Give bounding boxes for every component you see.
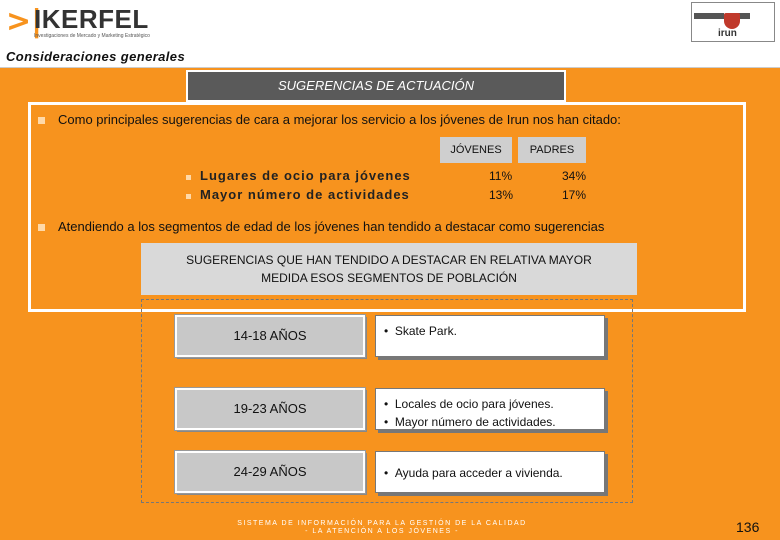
item-padres-value: 17% bbox=[562, 188, 587, 202]
suggestion-text: Ayuda para acceder a vivienda. bbox=[394, 466, 563, 480]
segment-suggestions bbox=[375, 451, 605, 493]
ikerfel-logo bbox=[6, 4, 196, 40]
header bbox=[0, 0, 780, 44]
banner-line: MEDIDA ESOS SEGMENTOS DE POBLACIÓN bbox=[261, 271, 517, 285]
bullet-icon bbox=[38, 224, 45, 231]
logo-tagline: Investigaciones de Mercado y Marketing Estratégico bbox=[34, 33, 150, 39]
item-jovenes-value: 13% bbox=[489, 188, 514, 202]
suggestion-item: • Skate Park. bbox=[384, 324, 457, 338]
column-header-padres: PADRES bbox=[518, 137, 586, 163]
age-segment-label: 19-23 AÑOS bbox=[175, 388, 365, 430]
item-jovenes-value: 11% bbox=[489, 169, 513, 183]
logo-mark: >| bbox=[6, 4, 43, 39]
footer bbox=[232, 520, 532, 536]
crest-icon bbox=[724, 13, 740, 29]
section-subtitle: Consideraciones generales bbox=[6, 49, 186, 64]
bullet-icon bbox=[186, 175, 191, 180]
bullet-icon bbox=[38, 117, 45, 124]
suggestion-text: Mayor número de actividades. bbox=[394, 415, 556, 429]
irun-logo-name: irun bbox=[718, 28, 737, 39]
item-label: Mayor número de actividades bbox=[200, 187, 410, 202]
suggestion-item: • Ayuda para acceder a vivienda. bbox=[384, 466, 563, 480]
item-label: Lugares de ocio para jóvenes bbox=[200, 168, 411, 183]
age-segment-label: 14-18 AÑOS bbox=[175, 315, 365, 357]
intro-text: Como principales sugerencias de cara a mejorar los servicio a los jóvenes de Irun nos han citado: bbox=[58, 112, 621, 127]
bullet-icon bbox=[186, 194, 191, 199]
banner-line: SUGERENCIAS QUE HAN TENDIDO A DESTACAR EN RELATIVA MAYOR bbox=[186, 253, 592, 267]
footer-line: - LA ATENCIÓN A LOS JÓVENES - bbox=[305, 528, 459, 535]
segment-suggestions bbox=[375, 388, 605, 430]
subtitle-bar bbox=[0, 44, 780, 68]
suggestion-text: Locales de ocio para jóvenes. bbox=[394, 397, 554, 411]
suggestion-text: Skate Park. bbox=[394, 324, 457, 338]
logo-name: IKERFEL bbox=[34, 4, 149, 34]
item-padres-value: 34% bbox=[562, 169, 587, 183]
page-number: 136 bbox=[736, 519, 760, 535]
suggestion-item: • Locales de ocio para jóvenes. bbox=[384, 397, 554, 411]
segments-banner bbox=[141, 243, 637, 295]
footer-line: SISTEMA DE INFORMACIÓN PARA LA GESTIÓN DE LA CALIDAD bbox=[237, 520, 527, 527]
age-segment-label: 24-29 AÑOS bbox=[175, 451, 365, 493]
suggestion-item: • Mayor número de actividades. bbox=[384, 415, 556, 429]
segment-suggestions bbox=[375, 315, 605, 357]
column-header-jovenes: JÓVENES bbox=[440, 137, 512, 163]
irun-logo bbox=[691, 2, 775, 42]
slide-title: SUGERENCIAS DE ACTUACIÓN bbox=[186, 70, 566, 102]
segments-intro-text: Atendiendo a los segmentos de edad de los jóvenes han tendido a destacar como sugerencias bbox=[58, 219, 605, 234]
